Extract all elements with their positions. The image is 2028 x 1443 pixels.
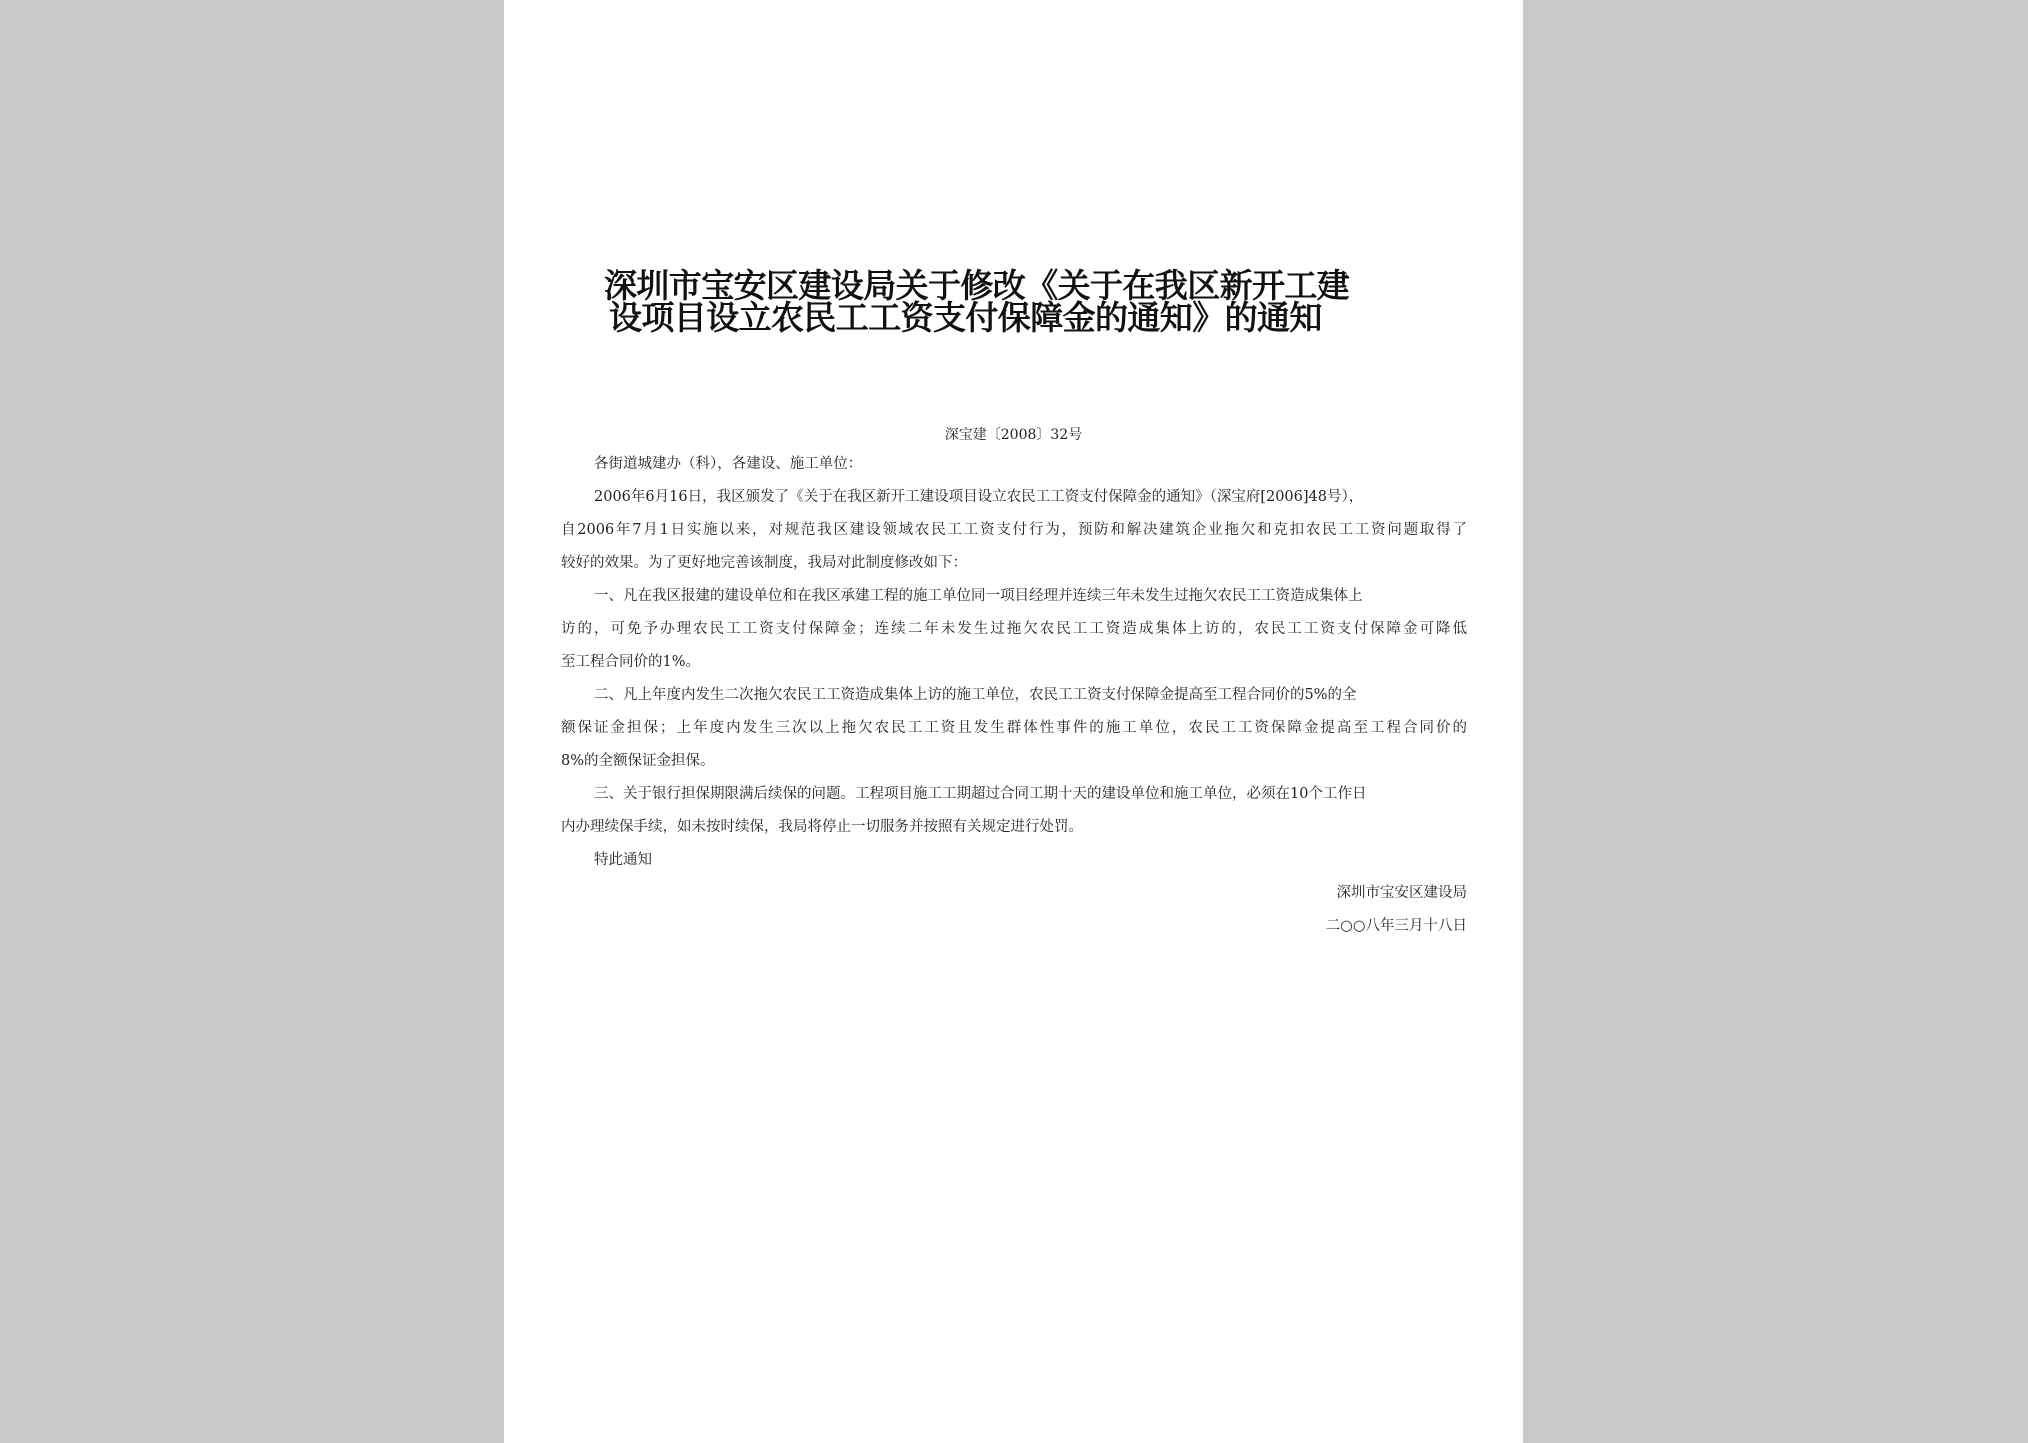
issuer-signature: 深圳市宝安区建设局 [1336, 885, 1467, 901]
paragraph-4-line-1: 三、关于银行担保期限满后续保的问题。工程项目施工工期超过合同工期十天的建设单位和施工单位，必须在10个工作日 [594, 786, 1367, 802]
issue-date: 二○○八年三月十八日 [1325, 918, 1467, 934]
document-title-line-2: 设项目设立农民工工资支付保障金的通知》的通知 [609, 298, 1322, 337]
paragraph-4-line-2: 内办理续保手续，如未按时续保，我局将停止一切服务并按照有关规定进行处罚。 [561, 819, 1083, 835]
paragraph-3-line-1: 二、凡上年度内发生二次拖欠农民工工资造成集体上访的施工单位，农民工工资支付保障金提高至工程合同价的5%的全 [594, 687, 1357, 703]
paragraph-3-line-2: 额保证金担保；上年度内发生三次以上拖欠农民工工资且发生群体性事件的施工单位，农民工工资保障金提高至工程合同价的 [561, 720, 1467, 736]
paragraph-1-line-2: 自2006年7月1日实施以来，对规范我区建设领域农民工工资支付行为，预防和解决建筑企业拖欠和克扣农民工工资问题取得了 [561, 522, 1467, 538]
paragraph-2-line-1: 一、凡在我区报建的建设单位和在我区承建工程的施工单位同一项目经理并连续三年未发生过拖欠农民工工资造成集体上 [594, 588, 1363, 604]
document-title-line-1: 深圳市宝安区建设局关于修改《关于在我区新开工建 [604, 266, 1350, 305]
paragraph-2-line-2: 访的，可免予办理农民工工资支付保障金；连续二年未发生过拖欠农民工工资造成集体上访的，农民工工资支付保障金可降低 [561, 621, 1467, 637]
document-page [504, 0, 1523, 1443]
paragraph-2-line-3: 至工程合同价的1%。 [561, 654, 701, 670]
paragraph-1-line-3: 较好的效果。为了更好地完善该制度，我局对此制度修改如下： [561, 555, 967, 571]
paragraph-3-line-3: 8%的全额保证金担保。 [561, 753, 715, 769]
document-number: 深宝建〔2008〕32号 [944, 427, 1083, 443]
salutation: 各街道城建办（科），各建设、施工单位： [594, 456, 863, 472]
closing-text: 特此通知 [594, 852, 652, 868]
paragraph-1-line-1: 2006年6月16日，我区颁发了《关于在我区新开工建设项目设立农民工工资支付保障金的通知》（深宝府[2006]48号）， [594, 489, 1364, 505]
